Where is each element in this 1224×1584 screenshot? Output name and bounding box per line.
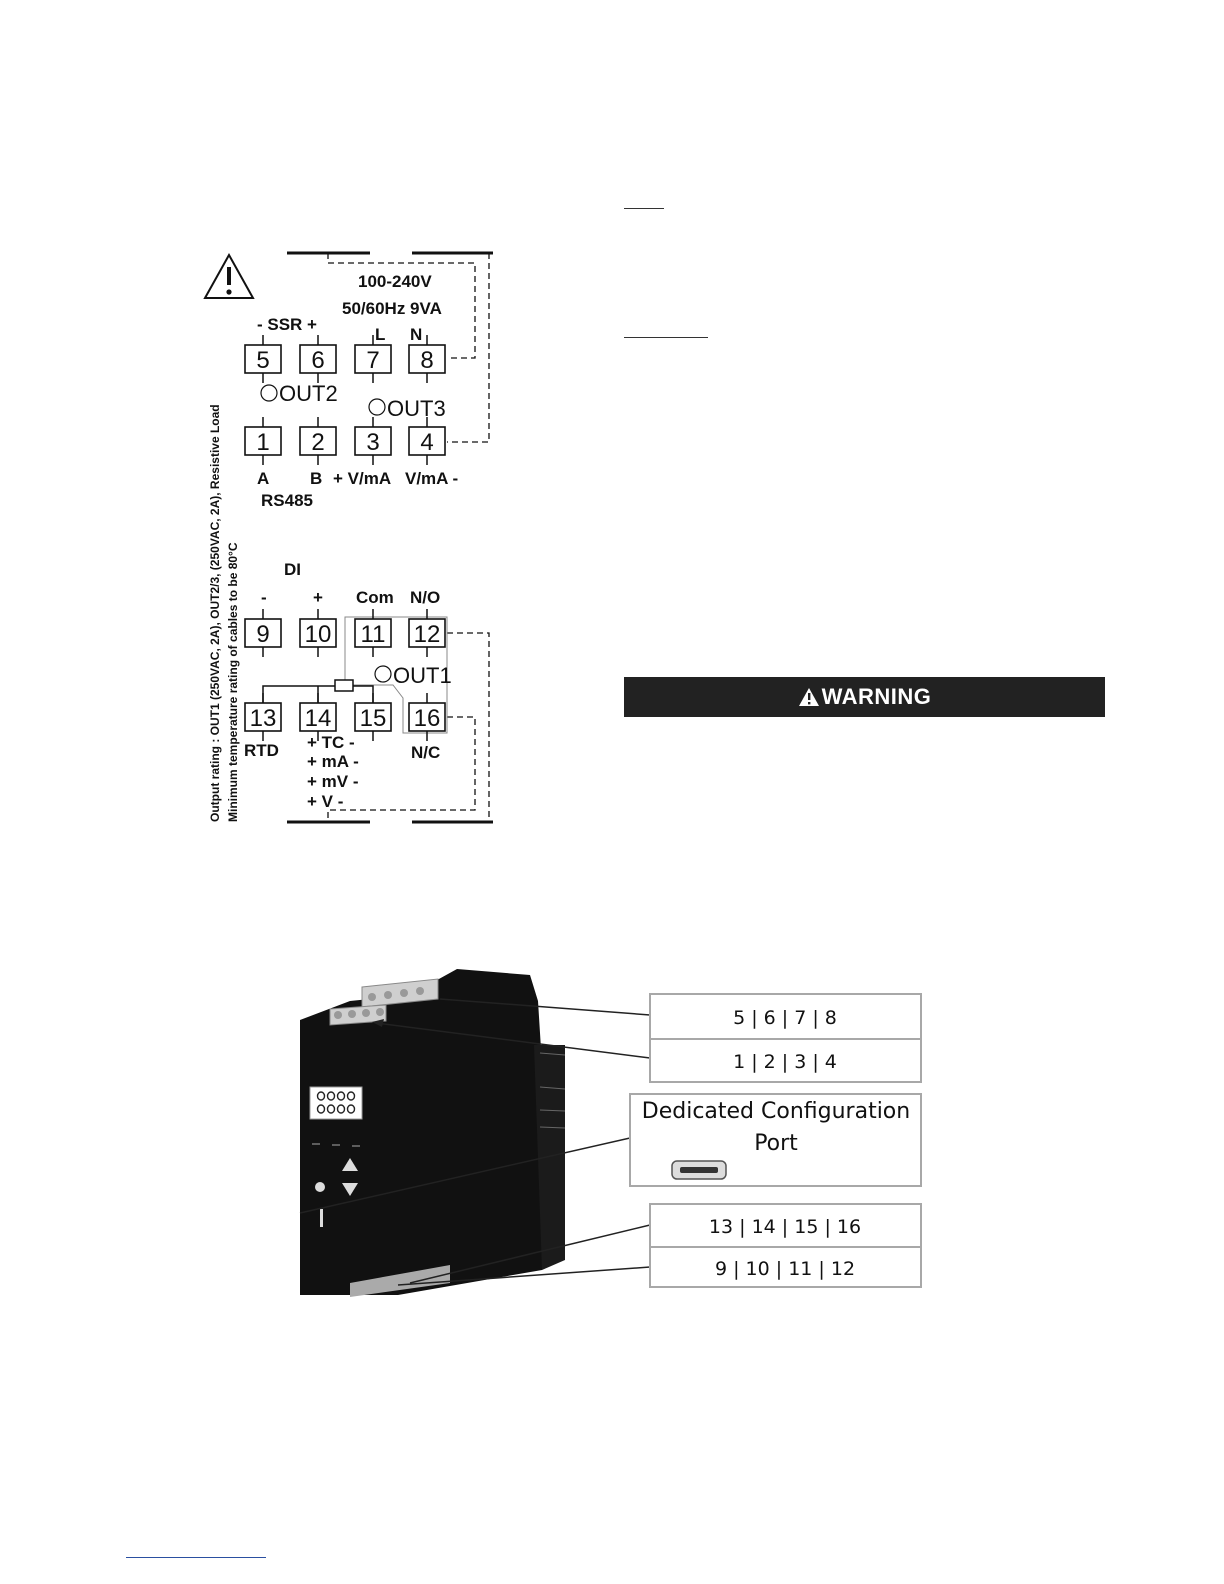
out3-neg-label: V/mA - (405, 469, 459, 488)
usb-port-icon (672, 1161, 726, 1179)
warning-triangle-icon (798, 687, 820, 707)
out2-led-icon (261, 385, 277, 401)
com-label: Com (356, 588, 394, 607)
di-neg-label: - (261, 588, 267, 607)
input-v-label: + V - (307, 792, 344, 811)
out3-pos-label: + V/mA (333, 469, 392, 488)
controller-device-image (300, 969, 565, 1297)
callout-terminals-13-16: 13 | 14 | 15 | 16 (708, 1216, 862, 1238)
callout-terminals-9-12: 9 | 10 | 11 | 12 (714, 1258, 856, 1280)
warning-label: WARNING (821, 684, 932, 709)
rs485-label: RS485 (261, 491, 313, 510)
heading-underline (624, 208, 664, 209)
footer-link-underline (126, 1557, 266, 1558)
terminal-number-4: 4 (420, 429, 434, 456)
input-tc-label: + TC - (307, 733, 355, 752)
device-terminal-layout (290, 965, 930, 1305)
terminal-number-5: 5 (256, 347, 270, 374)
terminal-number-14: 14 (304, 705, 332, 732)
wiring-diagram (195, 245, 505, 830)
caution-icon (205, 255, 253, 298)
terminal-number-12: 12 (413, 621, 441, 648)
rs485-a-label: A (257, 469, 270, 488)
rs485-b-label: B (310, 469, 323, 488)
terminal-number-3: 3 (366, 429, 380, 456)
terminal-number-11: 11 (360, 621, 386, 648)
output-rating-text: Output rating : OUT1 (250VAC, 2A), OUT2/3, (250VAC, 2A), Resistive Load (208, 404, 222, 822)
rtd-resistor-icon (335, 680, 353, 691)
out1-led-icon (375, 666, 391, 682)
line-label: L (375, 325, 386, 344)
terminal-number-10: 10 (304, 621, 332, 648)
warning-banner (624, 677, 1105, 717)
ssr-label: - SSR + (257, 315, 317, 334)
heading-underline (624, 337, 708, 338)
rtd-label: RTD (244, 741, 279, 760)
out3-led-icon (369, 399, 385, 415)
config-port-subtitle: Port (754, 1131, 798, 1156)
out1-label: OUT1 (393, 663, 452, 688)
neutral-label: N (410, 325, 423, 344)
terminal-number-6: 6 (311, 347, 325, 374)
terminal-number-1: 1 (256, 429, 270, 456)
callout-terminals-1-4: 1 | 2 | 3 | 4 (733, 1051, 837, 1073)
input-mv-label: + mV - (307, 772, 359, 791)
no-label: N/O (410, 588, 441, 607)
cable-rating-text: Minimum temperature rating of cables to be 80°C (226, 542, 240, 822)
terminal-number-8: 8 (420, 347, 434, 374)
power-voltage-label: 100-240V (358, 272, 432, 291)
terminal-number-16: 16 (413, 705, 441, 732)
terminal-number-9: 9 (256, 621, 270, 648)
terminal-number-2: 2 (311, 429, 325, 456)
terminal-number-7: 7 (366, 347, 380, 374)
power-spec-label: 50/60Hz 9VA (342, 299, 442, 318)
di-label: DI (284, 560, 301, 579)
terminal-number-15: 15 (359, 705, 387, 732)
input-ma-label: + mA - (307, 752, 359, 771)
callout-terminals-5-8: 5 | 6 | 7 | 8 (733, 1007, 837, 1029)
config-port-title: Dedicated Configuration (641, 1099, 911, 1124)
di-pos-label: + (313, 588, 323, 607)
out3-label: OUT3 (387, 396, 446, 421)
terminal-row-1-4 (245, 417, 445, 465)
terminal-number-13: 13 (249, 705, 277, 732)
nc-label: N/C (411, 743, 441, 762)
out2-label: OUT2 (279, 381, 338, 406)
